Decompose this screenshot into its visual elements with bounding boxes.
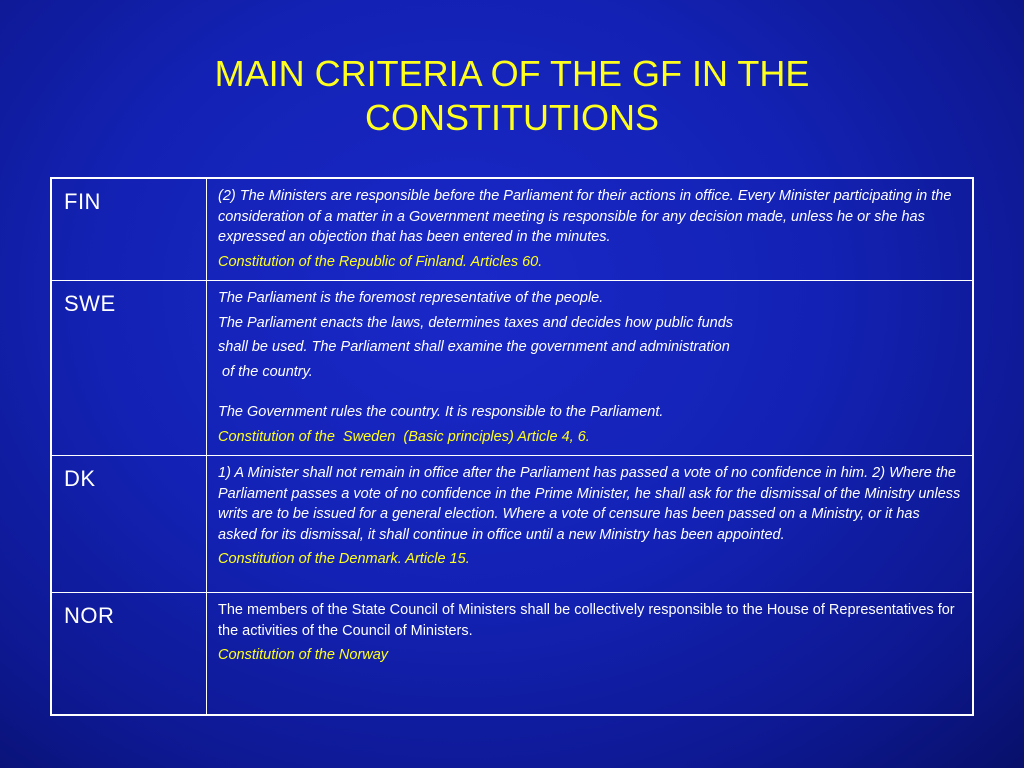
table-row-fin: [51, 178, 973, 281]
criteria-text-nor: The members of the State Council of Ministers shall be collectively responsible to the House of Representatives for the activities of the Council of Ministers.: [218, 602, 955, 639]
criteria-cell-nor: [207, 593, 974, 715]
criteria-line-swe-1: The Parliament is the foremost representative of the people.: [218, 290, 604, 306]
criteria-line-swe-3: shall be used. The Parliament shall examine the government and administration: [218, 339, 730, 355]
citation-dk: Constitution of the Denmark. Article 15.: [218, 551, 470, 567]
citation-swe: Constitution of the Sweden (Basic principles) Article 4, 6.: [218, 428, 590, 445]
table-row-dk: [51, 456, 973, 593]
country-cell-swe: SWE: [51, 281, 207, 456]
citation-nor: Constitution of the Norway: [218, 647, 389, 663]
citation-fin: Constitution of the Republic of Finland. Articles 60.: [218, 253, 543, 270]
slide-title-line-2: CONSTITUTIONS: [365, 97, 659, 138]
criteria-text-fin: (2) The Ministers are responsible before the Parliament for their actions in office. Every Minister participating in the consideration of a matter in a Government meeting is responsible for any decision made, unless he or she has expressed an objection that has been entered in the minutes.: [218, 188, 952, 245]
criteria-line-swe-4: of the country.: [218, 363, 313, 380]
table-row-nor: [51, 593, 973, 715]
paragraph-gap: [218, 382, 962, 402]
country-cell-dk: DK: [51, 456, 207, 593]
criteria-text-dk: 1) A Minister shall not remain in office after the Parliament has passed a vote of no confidence in him. 2) Where the Parliament passes a vote of no confidence in the Prime Minister, he shall ask for the dismissal of the Ministry unless writs are to be issued for a general election. Where a vote of censure has been passed on a Ministry, or it has asked for its dismissal, it shall continue in office until a new Ministry has been appointed.: [218, 465, 961, 543]
criteria-table: [50, 177, 974, 716]
slide-title-line-1: MAIN CRITERIA OF THE GF IN THE: [214, 53, 810, 94]
criteria-text-swe-2: The Government rules the country. It is responsible to the Parliament.: [218, 404, 664, 420]
criteria-line-swe-2: The Parliament enacts the laws, determines taxes and decides how public funds: [218, 314, 734, 331]
country-cell-nor: NOR: [51, 593, 207, 715]
table-row-swe: [51, 281, 973, 456]
criteria-cell-swe: [207, 281, 974, 456]
criteria-cell-dk: [207, 456, 974, 593]
country-cell-fin: FIN: [51, 178, 207, 281]
criteria-cell-fin: [207, 178, 974, 281]
slide-title: [0, 52, 1024, 140]
